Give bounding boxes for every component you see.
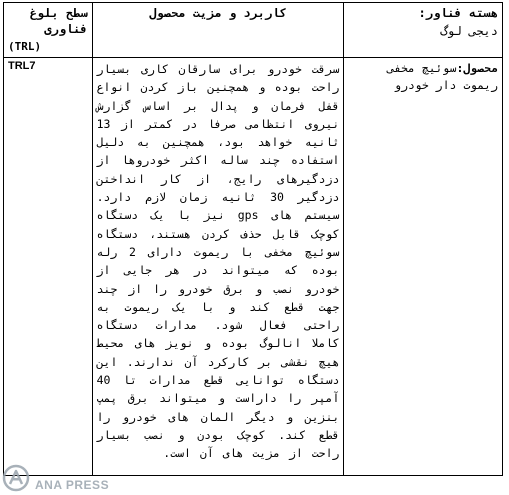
table-header-row — [4, 3, 503, 58]
header-trl-title: سطح بلوغ فناوری — [29, 6, 88, 36]
ana-press-logo-icon — [2, 464, 30, 492]
header-trl — [4, 3, 93, 58]
application-description: سرقت خودرو برای سارقان کاری بسیار راحت بوده و همچنین باز کردن انواع قفل فرمان و پدال بر اساس گزارش نیروی انتظامی صرفا در کمتر از 13 ثانیه خواهد بود، همچنین به دلیل استفاده چند ساله اکثر خودروها از دزدگیرهای رایج، از کار انداختن دزدگیر 30 ثانیه زمان لازم دارد. سیستم های gps نیز با یک دستگاه کوچک قابل حذف کردن هستند، دستگاه سوئیچ مخفی با ریموت دارای 2 رله بوده که میتواند در هر جایی از خودرو نصب و برق خودرو را از چند جهت قطع کند و با یک ریموت به راحتی فعال شود. مدارات دستگاه کاملا انالوگ بوده و نویز های محیط هیچ نقشی بر کارکرد آن ندارند. این دستگاه توانایی قطع مدارات تا 40 آمپر را داراست و میتواند برق پمپ بنزین و دیگر المان های خودرو را قطع کند. کوچک بودن و نصب بسیار راحت از مزیت های آن است. — [92, 58, 344, 476]
trl-value: TRL7 — [4, 58, 93, 476]
technology-table — [3, 2, 503, 476]
header-trl-abbr: (TRL) — [8, 40, 42, 53]
header-technology-core — [344, 3, 503, 58]
table-row — [4, 58, 503, 476]
product-name: سوئیچ مخفی ریموت دار خودرو — [387, 61, 498, 92]
header-application: کاربرد و مزیت محصول — [92, 3, 344, 58]
header-core-company: دیجی لوگ — [440, 24, 498, 38]
watermark-text: ANA PRESS — [35, 478, 110, 492]
product-label: محصول: — [456, 61, 498, 75]
header-core-title: هسته فناور: — [418, 6, 498, 20]
product-cell — [344, 58, 503, 476]
watermark-logo — [2, 462, 152, 492]
